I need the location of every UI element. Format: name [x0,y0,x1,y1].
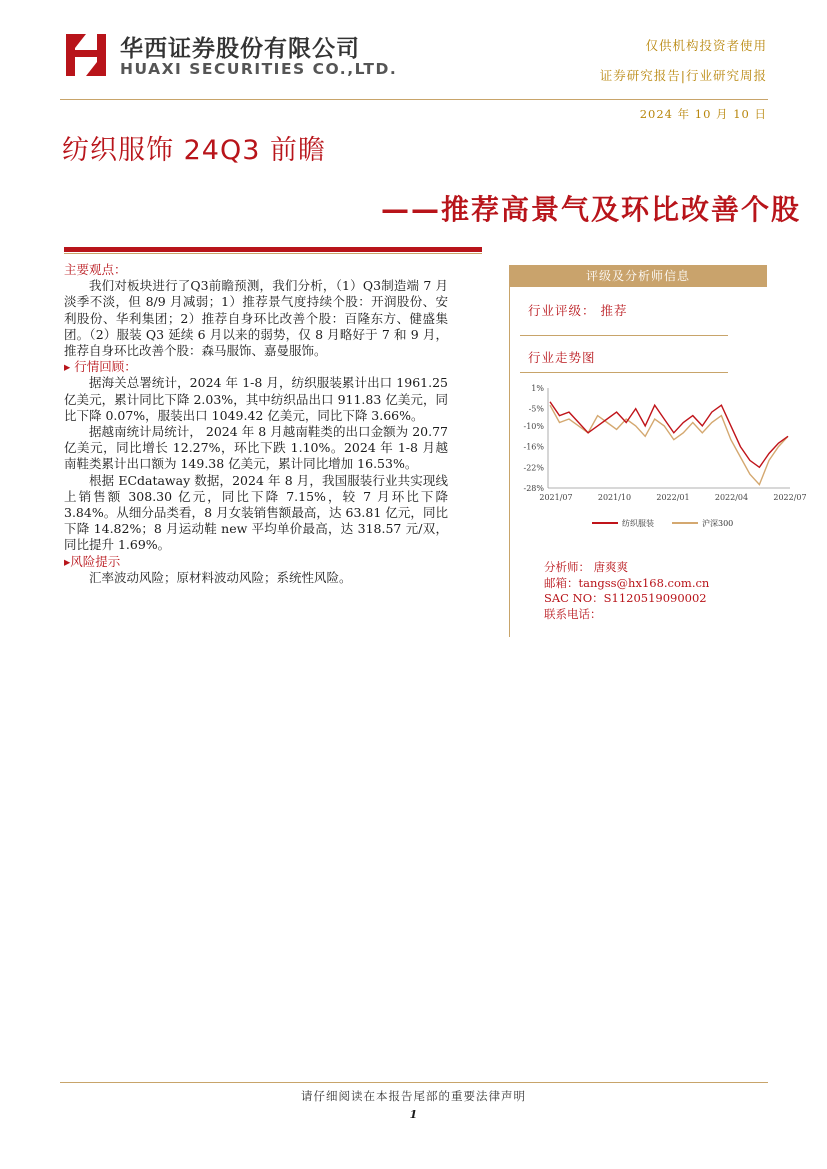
market-paragraph-1: 据海关总署统计，2024 年 1-8 月，纺织服装累计出口 1961.25 亿美元，累计同比下降 2.03%，其中纺织品出口 911.83 亿美元，同比下降 0.07%，服装出口 1049.42 亿美元，同比下降 3.66%。 [64,375,448,423]
footer-disclaimer: 请仔细阅读在本报告尾部的重要法律声明 [301,1089,526,1103]
chart-x-tick-label: 2021/10 [597,493,632,502]
market-review-heading: ▸ 行情回顾： [64,359,137,375]
market-paragraph-2: 据越南统计局统计， 2024 年 8 月越南鞋类的出口金额为 20.77 亿美元，同比增长 12.27%，环比下跌 1.10%。2024 年 1-8 月越南鞋类累计出口额为 149.38 亿美元，累计同比增加 16.53%。 [64,424,448,472]
report-date: 2024 年 10 月 10 日 [639,107,767,121]
report-title: 纺织服饰 24Q3 前瞻 [62,135,326,166]
analyst-name: 分析师： 唐爽爽 [544,560,629,574]
analyst-sac: SAC NO：S1120519090002 [544,591,707,605]
industry-rating: 行业评级： 推荐 [528,303,628,318]
chart-legend-label: 纺织服装 [622,519,654,528]
market-paragraph-3: 根据 ECdataway 数据，2024 年 8 月，我国服装行业共实现线上销售额 308.30 亿元，同比下降 7.15%，较 7 月环比下降 3.84%。从细分品类看，8 月女装销售额最高，达 63.81 亿元，同比下降 14.82%；8 月运动鞋 new 平均单价最高，达 318.57 元/双，同比提升 1.69%。 [64,472,448,553]
chart-y-tick-label: -5% [528,404,544,414]
company-logo-icon [64,30,108,78]
panel-header: 评级及分析师信息 [509,265,767,287]
chart-y-tick-label: -22% [523,463,544,473]
key-points-heading: 主要观点： [64,262,127,277]
trend-chart-title: 行业走势图 [528,350,596,365]
chart-y-tick-label: -16% [523,442,544,452]
chart-y-tick-label: -28% [523,484,544,493]
analyst-info [544,560,709,622]
trend-divider [520,372,728,373]
key-points-text: 我们对板块进行了Q3前瞻预测，我们分析，（1）Q3制造端 7 月淡季不淡，但 8/9 月减弱；1）推荐景气度持续个股：开润股份、安利股份、华利集团；2）推荐自身环比改善个股：百隆东方、健盛集团。（2）服装 Q3 延续 6 月以来的弱势，仅 8 月略好于 7 和 9 月，推荐自身环比改善个股：森马服饰、嘉曼服饰。 [64,278,448,359]
risk-text: 汇率波动风险；原材料波动风险；系统性风险。 [89,569,352,585]
page-number: 1 [409,1108,418,1121]
chart-y-tick-label: 1% [531,384,544,393]
footer-divider [60,1082,768,1083]
trend-chart [518,380,807,540]
audience-notice: 仅供机构投资者使用 [645,38,767,53]
company-name-en: HUAXI SECURITIES CO.,LTD. [120,60,398,78]
chart-x-tick-label: 2022/07 [773,493,807,502]
chart-series-line [550,402,788,468]
risk-heading: ▸风险提示 [64,553,121,569]
chart-series-line [550,405,788,484]
chart-x-tick-label: 2022/01 [656,493,690,502]
panel-border [509,287,510,637]
title-divider-thin [64,253,482,254]
header-divider [60,99,768,100]
company-name-cn: 华西证券股份有限公司 [120,36,360,62]
chart-legend-label: 沪深300 [702,519,734,528]
title-divider [64,247,482,252]
chart-y-tick-label: -10% [523,421,544,431]
report-subtitle: ——推荐高景气及环比改善个股 [380,193,801,226]
report-type: 证券研究报告|行业研究周报 [599,68,767,83]
main-content [64,262,448,586]
rating-divider [520,335,728,336]
analyst-phone: 联系电话： [544,606,602,621]
chart-x-tick-label: 2022/04 [714,493,749,502]
chart-x-tick-label: 2021/07 [539,493,573,502]
analyst-email: 邮箱：tangss@hx168.com.cn [544,575,710,590]
